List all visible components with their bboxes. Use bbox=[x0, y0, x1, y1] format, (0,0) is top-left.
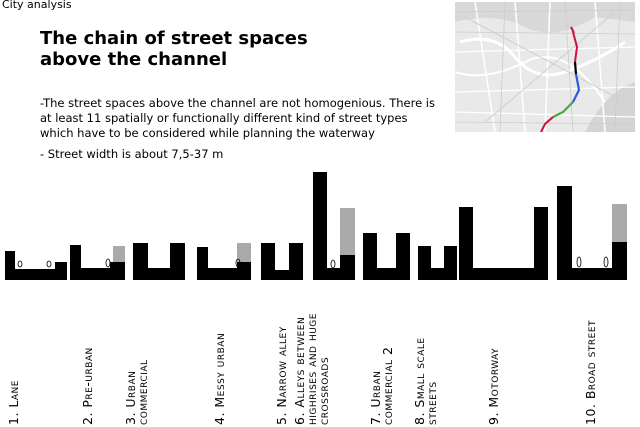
section-highrise-alleys bbox=[313, 172, 355, 280]
title-line-2: above the channel bbox=[40, 49, 228, 70]
section-narrow-alley bbox=[261, 243, 303, 280]
section-small-scale bbox=[418, 246, 457, 280]
city-map bbox=[455, 2, 635, 132]
label-small-scale: 8. Small scale streets bbox=[412, 337, 439, 425]
description bbox=[40, 96, 440, 162]
label-messy-urban: 4. Messy urban bbox=[212, 332, 227, 425]
label-highrise-alleys: 6. Alleys between highrises and huge crossroads bbox=[292, 313, 331, 425]
section-broad-street bbox=[557, 186, 627, 280]
label-motorway: 9. Motorway bbox=[486, 347, 501, 425]
label-narrow-alley: 5. Narrow alley bbox=[274, 326, 289, 425]
section-urban-commercial bbox=[133, 243, 185, 280]
street-sections bbox=[0, 160, 640, 280]
section-lane bbox=[5, 251, 67, 280]
section-label: City analysis bbox=[2, 0, 72, 11]
label-urban-commercial: 3. Urban commercial bbox=[123, 359, 150, 425]
title-line-1: The chain of street spaces bbox=[40, 28, 308, 49]
page-title bbox=[40, 28, 308, 70]
section-urban-commercial-2 bbox=[363, 233, 410, 280]
label-lane: 1. Lane bbox=[6, 380, 21, 425]
label-pre-urban: 2. Pre-urban bbox=[80, 347, 95, 425]
street-width-note: - Street width is about 7,5-37 m bbox=[40, 147, 224, 161]
description-paragraph: -The street spaces above the channel are not homogenious. There is at least 11 spatially or functionally different kind of street types which have to be considered while planning the waterway bbox=[40, 96, 435, 140]
street-type-labels bbox=[0, 285, 640, 427]
section-messy-urban bbox=[197, 243, 251, 280]
section-pre-urban bbox=[70, 245, 125, 280]
section-motorway bbox=[459, 207, 548, 280]
label-urban-commercial-2: 7. Urban commercial 2 bbox=[368, 346, 395, 425]
label-broad-street: 10. Broad street bbox=[583, 319, 598, 425]
